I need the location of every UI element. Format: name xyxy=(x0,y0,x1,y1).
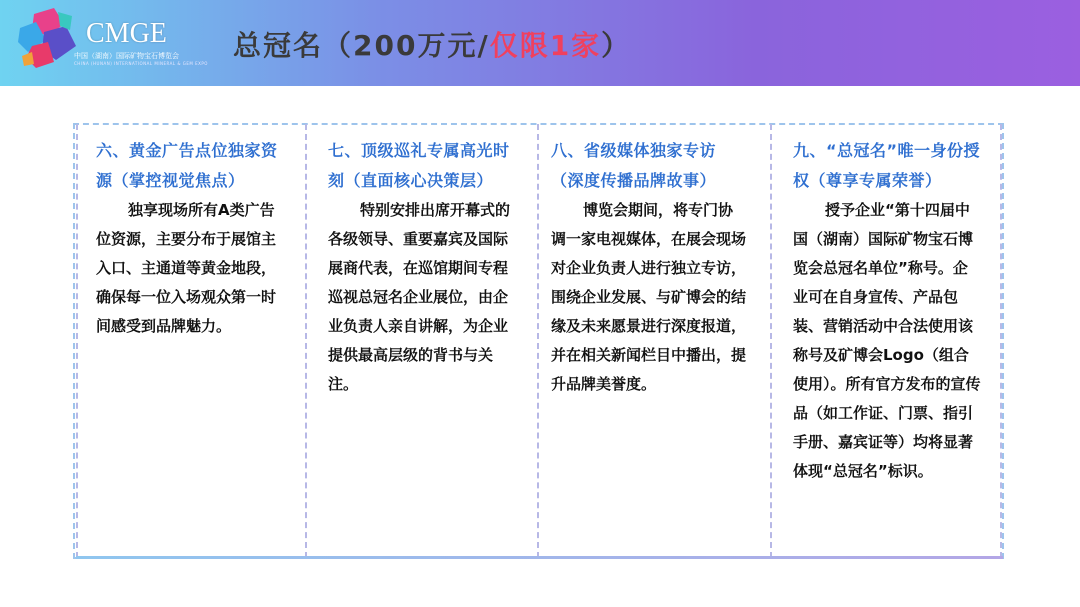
column-heading-7: 七、顶级巡礼专属高光时刻（直面核心决策层） xyxy=(328,141,510,190)
column-body-6: 独享现场所有A类广告位资源，主要分布于展馆主入口、主通道等黄金地段，确保每一位入场观众第一时间感受到品牌魅力。 xyxy=(96,201,277,335)
page-title xyxy=(233,24,631,68)
logo-subtitle-en: CHINA (HUNAN) INTERNATIONAL MINERAL & GEM EXPO xyxy=(74,61,208,66)
column-heading-9: 九、“总冠名”唯一身份授权（尊享专属荣誉） xyxy=(793,141,981,190)
title-highlight: 仅限1家 xyxy=(489,29,602,62)
column-body-7: 特别安排出席开幕式的各级领导、重要嘉宾及国际展商代表，在巡馆期间专程巡视总冠名企业展位，由企业负责人亲自讲解，为企业提供最高层级的背书与关注。 xyxy=(328,201,511,393)
cmge-logo xyxy=(14,6,214,70)
header-banner xyxy=(0,0,1080,86)
title-main: 总冠名（200万元/ xyxy=(233,29,490,62)
bottom-accent-bar xyxy=(76,556,1003,559)
title-end: ） xyxy=(601,29,632,62)
column-heading-8: 八、省级媒体独家专访（深度传播品牌故事） xyxy=(551,141,717,190)
column-heading-6: 六、黄金广告点位独家资源（掌控视觉焦点） xyxy=(96,141,278,190)
logo-wordmark: CMGE xyxy=(86,18,167,49)
column-body-8: 博览会期间，将专门协调一家电视媒体，在展会现场对企业负责人进行独立专访，围绕企业发展、与矿博会的结缘及未来愿景进行深度报道，并在相关新闻栏目中播出，提升品牌美誉度。 xyxy=(551,201,747,393)
logo-subtitle: 中国（湖南）国际矿物宝石博览会 xyxy=(74,52,179,60)
column-body-9: 授予企业“第十四届中国（湖南）国际矿物宝石博览会总冠名单位”称号。企业可在自身宣传、产品包装、营销活动中合法使用该称号及矿博会Logo（组合使用）。所有官方发布的宣传品（如工作证、门票、指引手册、嘉宾证等）均将显著体现“总冠名”标识。 xyxy=(793,201,981,480)
